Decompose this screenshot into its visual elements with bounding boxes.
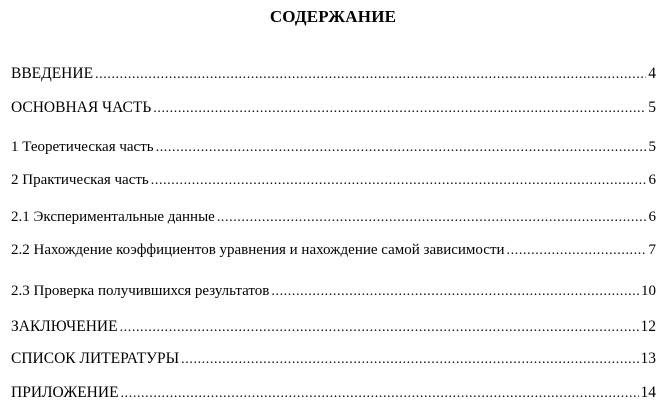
toc-entry-conclusion[interactable] — [11, 317, 656, 338]
dot-leader — [95, 65, 646, 85]
toc-page-number: 12 — [640, 318, 656, 335]
dot-leader — [181, 350, 638, 370]
toc-entry-theory[interactable] — [11, 137, 656, 158]
toc-entry-experimental-data[interactable] — [11, 207, 656, 228]
toc-entry-appendix[interactable] — [11, 383, 656, 404]
toc-entry-label: ВВЕДЕНИЕ — [11, 65, 94, 82]
dot-leader — [217, 208, 647, 228]
dot-leader — [271, 282, 639, 302]
toc-page-number: 4 — [648, 65, 656, 82]
toc-page-number: 6 — [648, 209, 656, 225]
toc-entry-introduction[interactable] — [11, 64, 656, 85]
toc-page-number: 7 — [648, 242, 656, 258]
toc-entry-label: СПИСОК ЛИТЕРАТУРЫ — [11, 350, 180, 367]
toc-entry-references[interactable] — [11, 349, 656, 370]
toc-entry-label: 2.3 Проверка получившихся результатов — [11, 283, 270, 299]
dot-leader — [121, 384, 639, 404]
toc-entry-label: 2.2 Нахождение коэффициентов уравнения и нахождение самой зависимости — [11, 242, 505, 258]
toc-page-number: 14 — [640, 384, 656, 401]
toc-page-number: 13 — [640, 350, 656, 367]
toc-entry-label: 1 Теоретическая часть — [11, 139, 154, 155]
toc-entry-label: 2 Практическая часть — [11, 172, 149, 188]
dot-leader — [156, 138, 647, 158]
toc-entry-label: ОСНОВНАЯ ЧАСТЬ — [11, 99, 152, 116]
toc-entry-label: 2.1 Экспериментальные данные — [11, 209, 215, 225]
toc-page-number: 5 — [648, 139, 656, 155]
toc-page-number: 6 — [648, 172, 656, 188]
toc-page-number: 10 — [641, 283, 656, 299]
dot-leader — [120, 318, 639, 338]
toc-entry-coefficients[interactable] — [11, 240, 656, 261]
toc-page-number: 5 — [648, 99, 656, 116]
dot-leader — [151, 171, 647, 191]
toc-entry-main-part[interactable] — [11, 98, 656, 119]
toc-entry-label: ПРИЛОЖЕНИЕ — [11, 384, 119, 401]
toc-entry-results-check[interactable] — [11, 281, 656, 302]
page-title: СОДЕРЖАНИЕ — [269, 7, 397, 26]
toc-entry-practice[interactable] — [11, 170, 656, 191]
toc-entry-label: ЗАКЛЮЧЕНИЕ — [11, 318, 118, 335]
dot-leader — [507, 241, 647, 261]
dot-leader — [153, 99, 646, 119]
